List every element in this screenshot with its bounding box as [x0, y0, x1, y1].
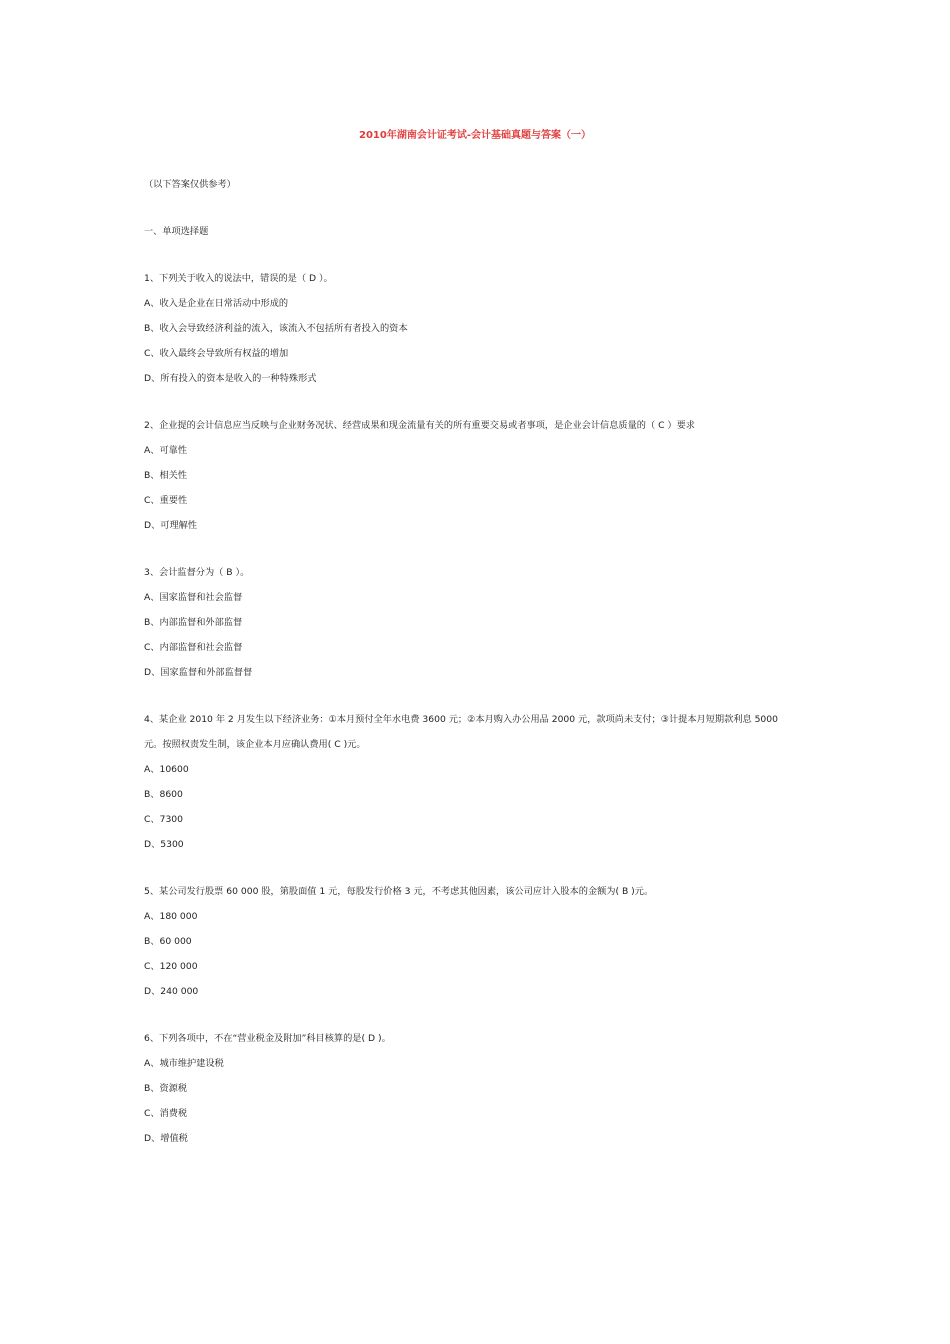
question-5-stem: 5、某公司发行股票 60 000 股，第股面值 1 元，每股发行价格 3 元，不考虑其他因素，该公司应计入股本的金额为( B )元。 — [144, 886, 654, 897]
question-3-option-c: C、内部监督和社会监督 — [144, 642, 243, 653]
question-2-option-a: A、可靠性 — [144, 445, 188, 456]
question-4-option-d: D、5300 — [144, 839, 184, 850]
question-2-option-d: D、可理解性 — [144, 520, 198, 531]
question-4-stem-line-1: 4、某企业 2010 年 2 月发生以下经济业务：①本月预付全年水电费 3600 元；②本月购入办公用品 2000 元，款项尚未支付；③计提本月短期款利息 5000 — [144, 714, 778, 725]
question-5-option-d: D、240 000 — [144, 986, 199, 997]
document-title: 2010年湖南会计证考试-会计基础真题与答案（一） — [359, 130, 591, 141]
question-6-option-a: A、城市维护建设税 — [144, 1058, 224, 1069]
question-1-option-c: C、收入最终会导致所有权益的增加 — [144, 348, 289, 359]
question-6-option-b: B、资源税 — [144, 1083, 188, 1094]
question-3-stem: 3、会计监督分为（ B ）。 — [144, 567, 250, 578]
question-1-option-b: B、收入会导致经济利益的流入，该流入不包括所有者投入的资本 — [144, 323, 408, 334]
question-5-option-b: B、60 000 — [144, 936, 192, 947]
question-4-option-a: A、10600 — [144, 764, 189, 775]
question-6-option-d: D、增值税 — [144, 1133, 188, 1144]
section-heading: 一、单项选择题 — [144, 226, 209, 237]
question-4-stem-line-2: 元。按照权责发生制，该企业本月应确认费用( C )元。 — [144, 739, 366, 750]
question-6-option-c: C、消费税 — [144, 1108, 188, 1119]
question-6-stem: 6、下列各项中，不在“营业税金及附加”科目核算的是( D )。 — [144, 1033, 391, 1044]
question-3-option-b: B、内部监督和外部监督 — [144, 617, 243, 628]
question-3-option-a: A、国家监督和社会监督 — [144, 592, 243, 603]
question-1-option-a: A、收入是企业在日常活动中形成的 — [144, 298, 289, 309]
question-1-option-d: D、所有投入的资本是收入的一种特殊形式 — [144, 373, 317, 384]
question-3-option-d: D、国家监督和外部监督督 — [144, 667, 253, 678]
question-5-option-c: C、120 000 — [144, 961, 198, 972]
question-2-option-c: C、重要性 — [144, 495, 188, 506]
question-1-stem: 1、下列关于收入的说法中，错误的是（ D ）。 — [144, 273, 333, 284]
question-5-option-a: A、180 000 — [144, 911, 198, 922]
question-4-option-b: B、8600 — [144, 789, 183, 800]
question-4-option-c: C、7300 — [144, 814, 183, 825]
question-2-option-b: B、相关性 — [144, 470, 188, 481]
answer-note: （以下答案仅供参考） — [144, 179, 236, 190]
question-2-stem: 2、企业提的会计信息应当反映与企业财务况状、经营成果和现金流量有关的所有重要交易或者事项，是企业会计信息质量的（ C ）要求 — [144, 420, 695, 431]
